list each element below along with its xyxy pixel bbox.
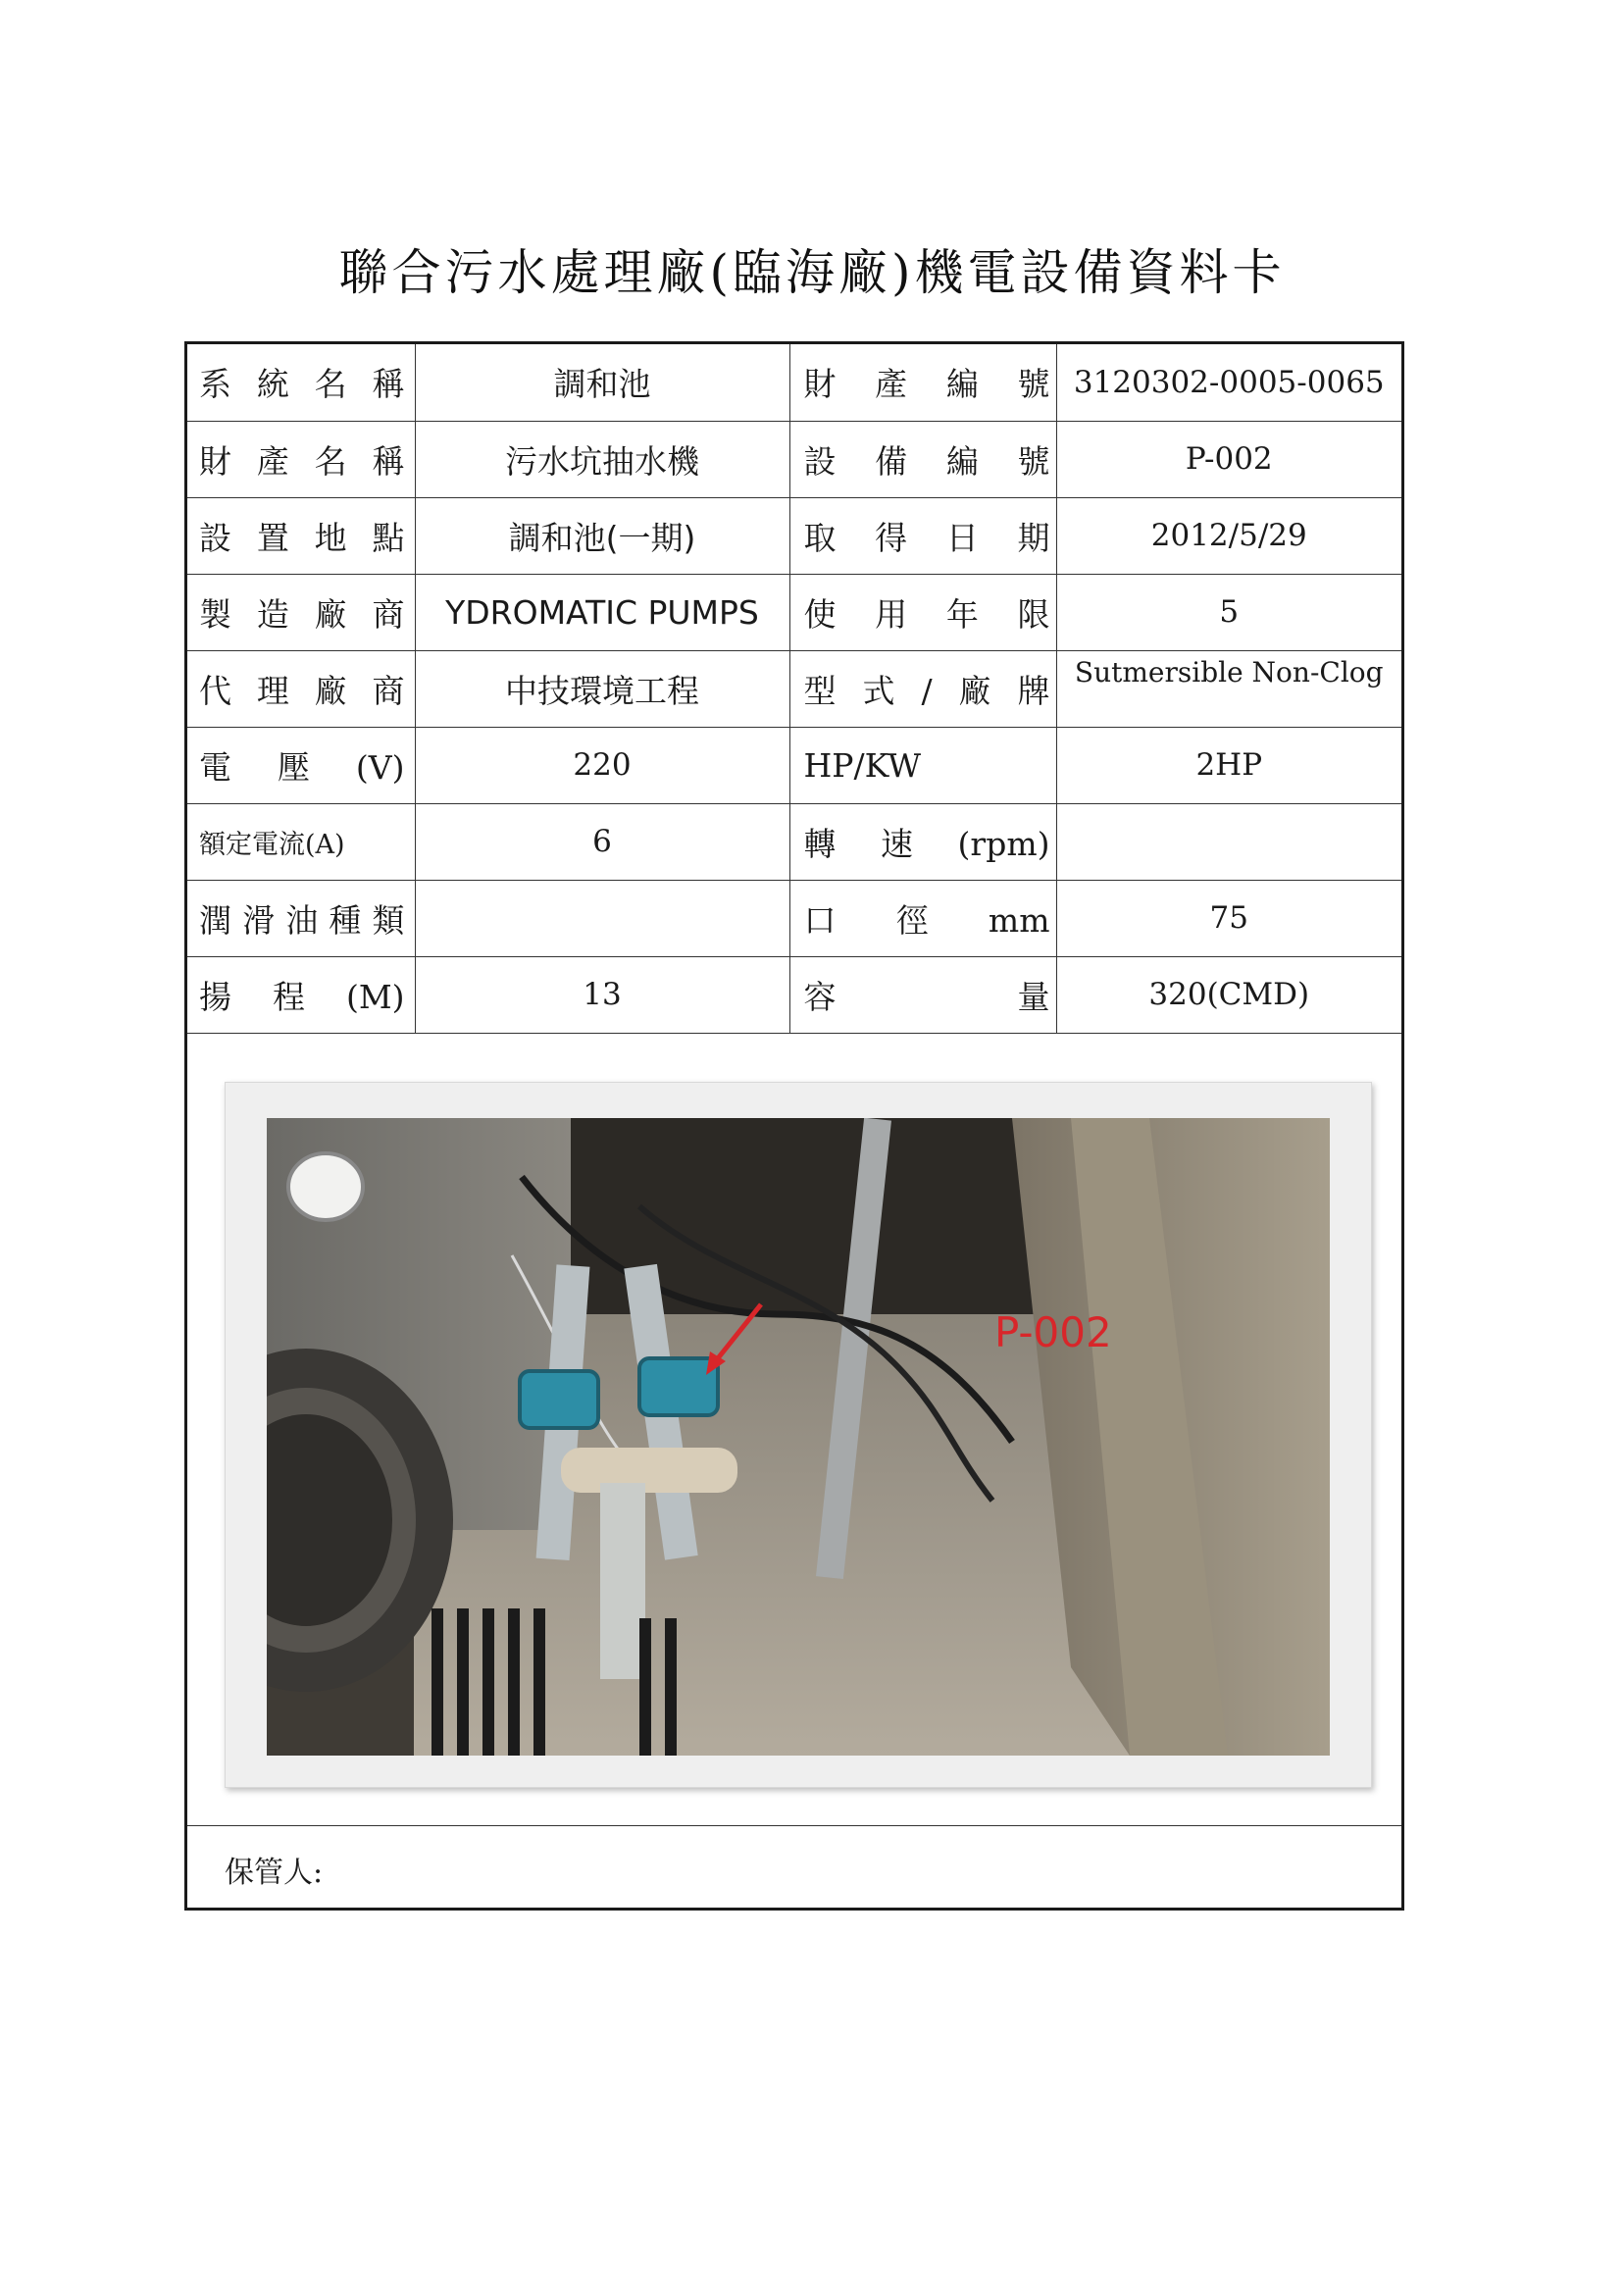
field-value (1056, 803, 1401, 880)
info-row (187, 650, 1401, 727)
equipment-info-table (187, 344, 1401, 1034)
field-value: 3120302-0005-0065 (1056, 344, 1401, 421)
info-row (187, 574, 1401, 650)
field-label: 財產編號 (789, 344, 1056, 421)
field-label: 電壓(V) (187, 727, 415, 803)
field-label: 取得日期 (789, 497, 1056, 574)
info-row (187, 344, 1401, 421)
field-label: 潤滑油種類 (187, 880, 415, 956)
field-label: 代理廠商 (187, 650, 415, 727)
field-value: 2012/5/29 (1056, 497, 1401, 574)
info-row (187, 421, 1401, 497)
field-value: 13 (415, 956, 789, 1033)
field-value: 2HP (1056, 727, 1401, 803)
field-value: YDROMATIC PUMPS (415, 574, 789, 650)
field-label: 額定電流(A) (187, 803, 415, 880)
field-value: P-002 (1056, 421, 1401, 497)
field-value: 調和池 (415, 344, 789, 421)
pump-pit-illustration (267, 1118, 1330, 1756)
field-value (415, 880, 789, 956)
keeper-label: 保管人: (225, 1856, 324, 1890)
field-label: 容量 (789, 956, 1056, 1033)
field-value: 6 (415, 803, 789, 880)
field-label: 製造廠商 (187, 574, 415, 650)
field-label: 設備編號 (789, 421, 1056, 497)
pump-tag-label: P-002 (994, 1308, 1112, 1356)
equipment-data-card (184, 341, 1404, 1911)
field-value: 220 (415, 727, 789, 803)
field-value: 75 (1056, 880, 1401, 956)
field-value: 5 (1056, 574, 1401, 650)
field-label: 口徑mm (789, 880, 1056, 956)
keeper-row (187, 1825, 1401, 1909)
photo-frame (225, 1082, 1372, 1788)
field-label: 型式/廠牌 (789, 650, 1056, 727)
field-label: 系統名稱 (187, 344, 415, 421)
equipment-photo (267, 1118, 1330, 1756)
info-row (187, 727, 1401, 803)
field-value: 調和池(一期) (415, 497, 789, 574)
field-label: HP/KW (789, 727, 1056, 803)
info-row (187, 880, 1401, 956)
info-row (187, 803, 1401, 880)
field-label: 轉速(rpm) (789, 803, 1056, 880)
field-value: 污水坑抽水機 (415, 421, 789, 497)
page-title: 聯合污水處理廠(臨海廠)機電設備資料卡 (338, 244, 1286, 301)
field-label: 揚程(M) (187, 956, 415, 1033)
info-row (187, 956, 1401, 1033)
field-label: 財產名稱 (187, 421, 415, 497)
field-label: 設置地點 (187, 497, 415, 574)
field-label: 使用年限 (789, 574, 1056, 650)
info-row (187, 497, 1401, 574)
field-value: 中技環境工程 (415, 650, 789, 727)
field-value: 320(CMD) (1056, 956, 1401, 1033)
field-value: Sutmersible Non-Clog (1056, 650, 1401, 727)
